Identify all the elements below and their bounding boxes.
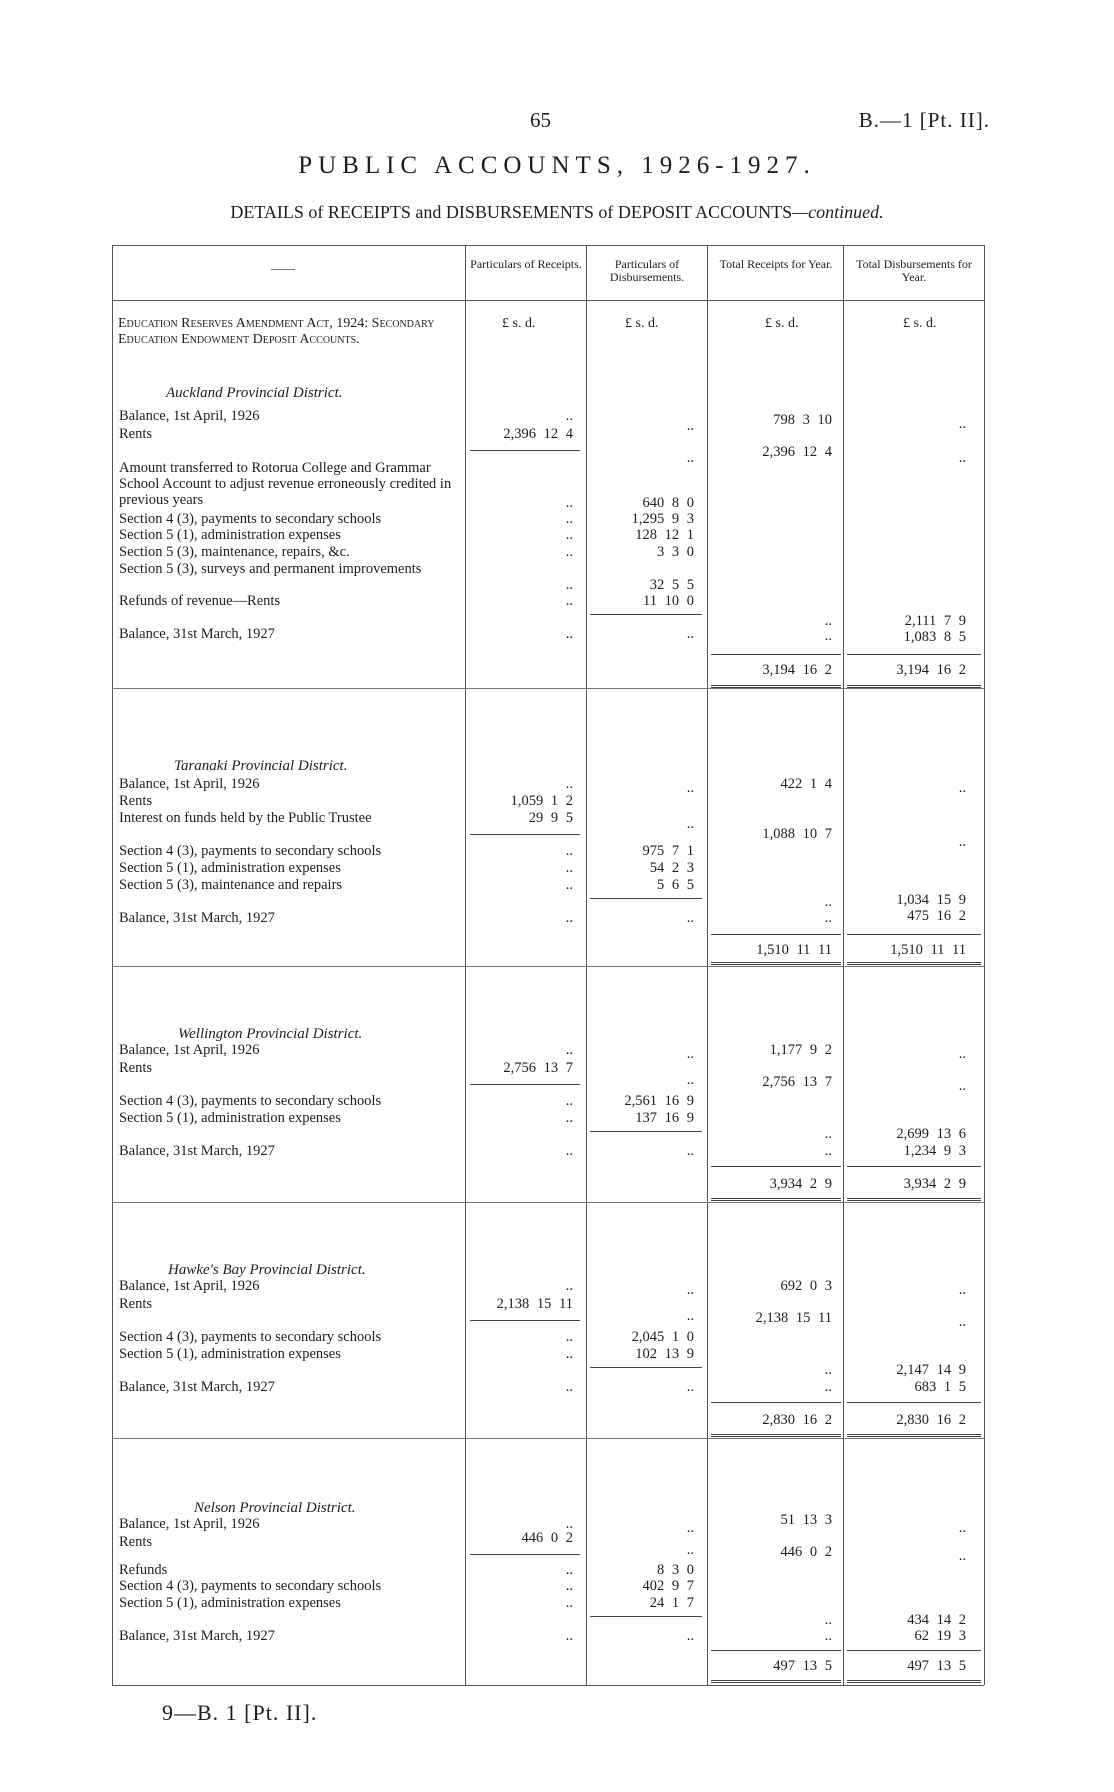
double-underline — [711, 1198, 841, 1201]
total-disbursement-amount: 62 19 3 — [914, 1628, 966, 1644]
total-receipt-amount: 446 0 2 — [780, 1544, 832, 1560]
row-label: Section 5 (1), administration expenses — [119, 1346, 341, 1362]
row-label: Rents — [119, 1534, 153, 1550]
district-separator — [112, 1202, 984, 1203]
underline — [711, 1402, 841, 1403]
receipt-amount: .. — [565, 910, 573, 926]
row-label: Interest on funds held by the Public Trustee — [119, 810, 372, 826]
row-label: Balance, 31st March, 1927 — [119, 1143, 275, 1159]
total-receipt-amount: 798 3 10 — [773, 412, 832, 428]
total-receipt-amount: .. — [824, 1379, 832, 1395]
receipt-amount: .. — [565, 577, 573, 593]
total-receipt-amount: .. — [824, 894, 832, 910]
disbursement-amount: 32 5 5 — [649, 577, 694, 593]
underline — [590, 898, 702, 899]
underline — [711, 1650, 841, 1651]
row-label: Refunds of revenue—Rents — [119, 593, 281, 609]
column-divider — [707, 245, 708, 1685]
column-header-blank: —— — [271, 261, 295, 275]
receipt-amount: .. — [565, 1562, 573, 1578]
total-receipt-amount: 2,756 13 7 — [762, 1074, 832, 1090]
disbursement-amount: .. — [686, 910, 694, 926]
total-receipt-amount: 1,177 9 2 — [769, 1042, 832, 1058]
disbursement-amount: .. — [686, 816, 694, 832]
receipt-amount: 446 0 2 — [521, 1530, 573, 1546]
disbursement-amount: 1,295 9 3 — [631, 511, 694, 527]
row-label: Balance, 31st March, 1927 — [119, 1379, 275, 1395]
receipt-amount: .. — [565, 843, 573, 859]
total-disbursement-amount: .. — [958, 1046, 966, 1062]
total-receipt-amount: .. — [824, 1612, 832, 1628]
district-total-disbursements: 3,194 16 2 — [896, 662, 966, 678]
receipt-amount: .. — [565, 1093, 573, 1109]
disbursement-amount: .. — [686, 450, 694, 466]
disbursement-amount: .. — [686, 626, 694, 642]
total-receipt-amount: .. — [824, 1126, 832, 1142]
total-receipt-amount: 422 1 4 — [780, 776, 832, 792]
underline — [711, 1166, 841, 1167]
total-receipt-amount: 2,138 15 11 — [755, 1310, 832, 1326]
double-underline — [847, 962, 981, 965]
underline — [847, 1402, 981, 1403]
total-disbursement-amount: .. — [958, 1314, 966, 1330]
disbursement-amount: 3 3 0 — [657, 544, 694, 560]
underline — [590, 614, 702, 615]
column-divider — [586, 245, 587, 1685]
underline — [590, 1616, 702, 1617]
total-receipt-amount: .. — [824, 1628, 832, 1644]
total-disbursement-amount: .. — [958, 1548, 966, 1564]
column-divider — [465, 245, 466, 1685]
underline — [470, 1084, 580, 1085]
double-underline — [711, 1680, 841, 1683]
total-receipt-amount: .. — [824, 628, 832, 644]
row-label: Section 5 (3), maintenance and repairs — [119, 877, 343, 893]
row-label: Balance, 31st March, 1927 — [119, 910, 275, 926]
underline — [847, 934, 981, 935]
total-disbursement-amount: 2,111 7 9 — [904, 613, 966, 629]
underline — [711, 934, 841, 935]
total-disbursement-amount: 2,147 14 9 — [896, 1362, 966, 1378]
row-label: Rents — [119, 426, 153, 442]
table-border-right — [984, 245, 985, 1685]
section-title: Education Reserves Amendment Act, 1924: Secondary Education Endowment Deposit Accounts. — [118, 316, 435, 347]
row-label: Section 5 (1), administration expenses — [119, 860, 341, 876]
currency-units-total-disbursements: £ s. d. — [903, 316, 937, 331]
district-total-disbursements: 497 13 5 — [907, 1658, 966, 1674]
table-header-rule — [112, 300, 984, 301]
column-header-receipts: Particulars of Receipts. — [470, 257, 582, 271]
district-total-receipts: 497 13 5 — [773, 1658, 832, 1674]
receipt-amount: .. — [565, 1110, 573, 1126]
disbursement-amount: 128 12 1 — [635, 527, 694, 543]
underline — [711, 654, 841, 655]
row-label: Section 4 (3), payments to secondary schools — [119, 511, 382, 527]
subtitle-continued: —continued. — [792, 202, 884, 222]
disbursement-amount: .. — [686, 418, 694, 434]
total-disbursement-amount: .. — [958, 1078, 966, 1094]
row-label: Section 4 (3), payments to secondary schools — [119, 1578, 382, 1594]
total-disbursement-amount: .. — [958, 834, 966, 850]
receipt-amount: .. — [565, 527, 573, 543]
row-label: Section 5 (3), maintenance, repairs, &c. — [119, 544, 350, 560]
row-label: Rents — [119, 1296, 153, 1312]
district-total-disbursements: 2,830 16 2 — [896, 1412, 966, 1428]
double-underline — [847, 1680, 981, 1683]
currency-units-receipts: £ s. d. — [502, 316, 536, 331]
district-total-disbursements: 3,934 2 9 — [903, 1176, 966, 1192]
receipt-amount: .. — [565, 511, 573, 527]
underline — [590, 1367, 702, 1368]
currency-units-disbursements: £ s. d. — [625, 316, 659, 331]
disbursement-amount: .. — [686, 1542, 694, 1558]
receipt-amount: .. — [565, 877, 573, 893]
district-total-receipts: 3,934 2 9 — [769, 1176, 832, 1192]
currency-units-total-receipts: £ s. d. — [765, 316, 799, 331]
receipt-amount: .. — [565, 1042, 573, 1058]
row-label: Section 5 (1), administration expenses — [119, 527, 341, 543]
double-underline — [711, 962, 841, 965]
receipt-amount: .. — [565, 1595, 573, 1611]
receipt-amount: .. — [565, 1379, 573, 1395]
receipt-amount: .. — [565, 1516, 573, 1532]
row-label: Balance, 31st March, 1927 — [119, 626, 275, 642]
row-label: Balance, 1st April, 1926 — [119, 408, 260, 424]
receipt-amount: .. — [565, 1578, 573, 1594]
underline — [590, 1131, 702, 1132]
receipt-amount: .. — [565, 544, 573, 560]
total-receipt-amount: .. — [824, 910, 832, 926]
document-reference: B.—1 [Pt. II]. — [858, 108, 990, 132]
disbursement-amount: 137 16 9 — [635, 1110, 694, 1126]
table-border-left — [112, 245, 113, 1685]
column-divider — [843, 245, 844, 1685]
total-receipt-amount: 692 0 3 — [780, 1278, 832, 1294]
row-label: Balance, 31st March, 1927 — [119, 1628, 275, 1644]
disbursement-amount: 102 13 9 — [635, 1346, 694, 1362]
disbursement-amount: 54 2 3 — [649, 860, 694, 876]
column-header-disbursements: Particulars of Disbursements. — [609, 257, 685, 284]
column-header-total-receipts: Total Receipts for Year. — [719, 257, 833, 271]
row-label: Section 5 (3), surveys and permanent improvements — [119, 561, 422, 577]
row-label: Section 5 (1), administration expenses — [119, 1595, 341, 1611]
disbursement-amount: 640 8 0 — [642, 495, 694, 511]
underline — [847, 1166, 981, 1167]
receipt-amount: .. — [565, 1278, 573, 1294]
total-disbursement-amount: 475 16 2 — [907, 908, 966, 924]
receipt-amount: 2,138 15 11 — [496, 1296, 573, 1312]
subtitle-text: DETAILS of RECEIPTS and DISBURSEMENTS of DEPOSIT ACCOUNTS — [230, 202, 793, 222]
total-receipt-amount: .. — [824, 613, 832, 629]
double-underline — [847, 1198, 981, 1201]
disbursement-amount: .. — [686, 1520, 694, 1536]
receipt-amount: 29 9 5 — [528, 810, 573, 826]
receipt-amount: .. — [565, 495, 573, 511]
table-top-rule — [112, 245, 984, 246]
row-label: Section 4 (3), payments to secondary schools — [119, 843, 382, 859]
district-title: Wellington Provincial District. — [178, 1026, 363, 1042]
district-separator — [112, 966, 984, 967]
receipt-amount: .. — [565, 593, 573, 609]
total-receipt-amount: 2,396 12 4 — [762, 444, 832, 460]
page-subtitle — [0, 202, 1114, 223]
district-title: Auckland Provincial District. — [166, 385, 343, 401]
underline — [847, 1650, 981, 1651]
district-title: Nelson Provincial District. — [194, 1500, 356, 1516]
district-total-disbursements: 1,510 11 11 — [890, 942, 966, 958]
page-number: 65 — [530, 108, 551, 132]
total-disbursement-amount: .. — [958, 1282, 966, 1298]
total-disbursement-amount: 1,034 15 9 — [896, 892, 966, 908]
total-disbursement-amount: .. — [958, 450, 966, 466]
page-title: PUBLIC ACCOUNTS, 1926-1927. — [298, 152, 816, 179]
district-total-receipts: 2,830 16 2 — [762, 1412, 832, 1428]
district-title: Hawke's Bay Provincial District. — [168, 1262, 366, 1278]
underline — [470, 450, 580, 451]
underline — [847, 654, 981, 655]
district-separator — [112, 688, 984, 689]
row-label: Balance, 1st April, 1926 — [119, 776, 260, 792]
double-underline — [711, 1434, 841, 1437]
row-label: Rents — [119, 1060, 153, 1076]
disbursement-amount: 11 10 0 — [643, 593, 694, 609]
total-disbursement-amount: 1,083 8 5 — [903, 629, 966, 645]
column-header-total-disbursements: Total Disbursements for Year. — [856, 257, 972, 284]
district-title: Taranaki Provincial District. — [174, 758, 348, 774]
row-label: Balance, 1st April, 1926 — [119, 1042, 260, 1058]
receipt-amount: 2,756 13 7 — [503, 1060, 573, 1076]
row-label: Rents — [119, 793, 153, 809]
table-bottom-rule — [112, 1685, 984, 1686]
row-label: Section 4 (3), payments to secondary schools — [119, 1329, 382, 1345]
disbursement-amount: .. — [686, 1143, 694, 1159]
receipt-amount: .. — [565, 1329, 573, 1345]
district-total-receipts: 3,194 16 2 — [762, 662, 832, 678]
disbursement-amount: .. — [686, 1628, 694, 1644]
row-label: Balance, 1st April, 1926 — [119, 1278, 260, 1294]
disbursement-amount: 24 1 7 — [649, 1595, 694, 1611]
total-receipt-amount: 51 13 3 — [780, 1512, 832, 1528]
row-label: Refunds — [119, 1562, 168, 1578]
disbursement-amount: .. — [686, 1379, 694, 1395]
receipt-amount: .. — [565, 1346, 573, 1362]
disbursement-amount: .. — [686, 1308, 694, 1324]
total-receipt-amount: 1,088 10 7 — [762, 826, 832, 842]
underline — [470, 834, 580, 835]
disbursement-amount: .. — [686, 780, 694, 796]
total-disbursement-amount: .. — [958, 780, 966, 796]
total-receipt-amount: .. — [824, 1362, 832, 1378]
disbursement-amount: .. — [686, 1046, 694, 1062]
receipt-amount: .. — [565, 776, 573, 792]
total-receipt-amount: .. — [824, 1143, 832, 1159]
receipt-amount: .. — [565, 1143, 573, 1159]
receipt-amount: 1,059 1 2 — [510, 793, 573, 809]
row-label: Amount transferred to Rotorua College and Grammar School Account to adjust revenue erroneously credited in previous years — [119, 460, 452, 508]
total-disbursement-amount: 1,234 9 3 — [903, 1143, 966, 1159]
total-disbursement-amount: 434 14 2 — [907, 1612, 966, 1628]
district-total-receipts: 1,510 11 11 — [756, 942, 832, 958]
receipt-amount: .. — [565, 626, 573, 642]
underline — [470, 1554, 580, 1555]
total-disbursement-amount: .. — [958, 416, 966, 432]
district-separator — [112, 1438, 984, 1439]
row-label: Section 4 (3), payments to secondary schools — [119, 1093, 382, 1109]
receipt-amount: .. — [565, 408, 573, 424]
total-disbursement-amount: 683 1 5 — [914, 1379, 966, 1395]
disbursement-amount: 2,561 16 9 — [624, 1093, 694, 1109]
underline — [470, 1320, 580, 1321]
row-label: Section 5 (1), administration expenses — [119, 1110, 341, 1126]
disbursement-amount: 2,045 1 0 — [631, 1329, 694, 1345]
double-underline — [847, 1434, 981, 1437]
receipt-amount: 2,396 12 4 — [503, 426, 573, 442]
total-disbursement-amount: 2,699 13 6 — [896, 1126, 966, 1142]
disbursement-amount: 5 6 5 — [657, 877, 694, 893]
page-footer-reference: 9—B. 1 [Pt. II]. — [162, 1700, 318, 1725]
row-label: Balance, 1st April, 1926 — [119, 1516, 260, 1532]
receipt-amount: .. — [565, 1628, 573, 1644]
receipt-amount: .. — [565, 860, 573, 876]
disbursement-amount: .. — [686, 1072, 694, 1088]
disbursement-amount: 402 9 7 — [642, 1578, 694, 1594]
disbursement-amount: .. — [686, 1282, 694, 1298]
disbursement-amount: 975 7 1 — [642, 843, 694, 859]
total-disbursement-amount: .. — [958, 1520, 966, 1536]
disbursement-amount: 8 3 0 — [657, 1562, 694, 1578]
